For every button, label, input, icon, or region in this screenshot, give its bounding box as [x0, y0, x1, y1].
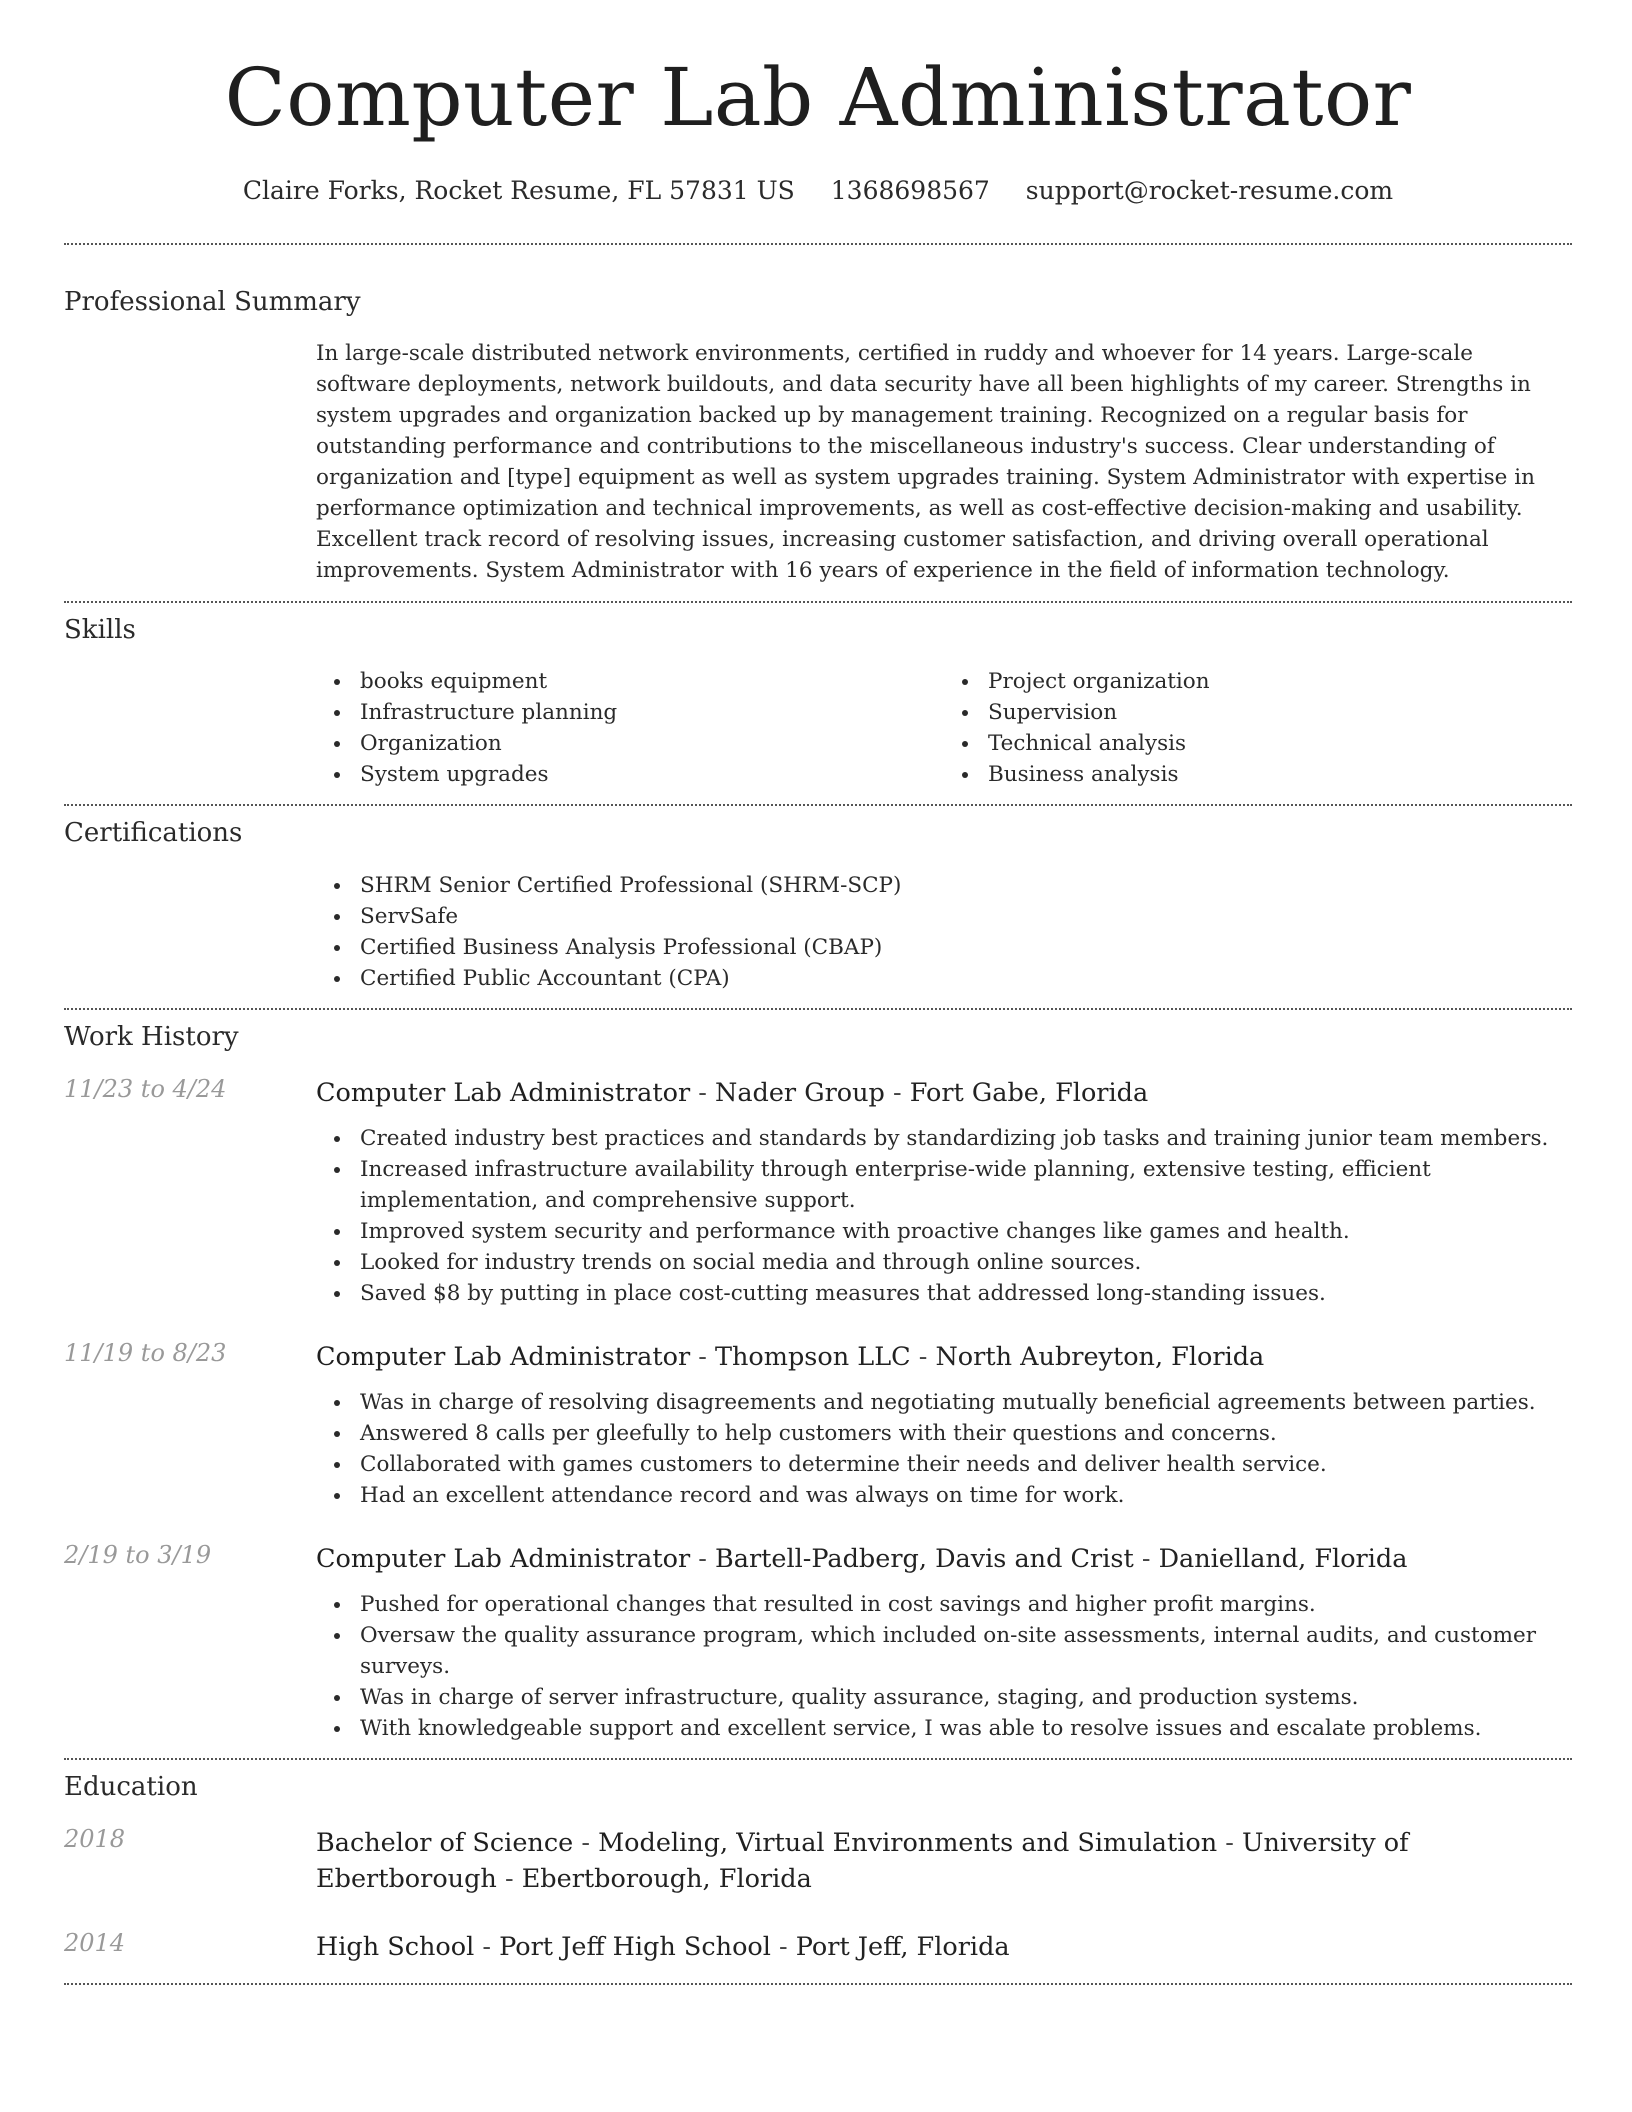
summary-section — [64, 245, 1572, 586]
education-field: Modeling, Virtual Environments and Simulation — [598, 1827, 1218, 1858]
job-date: 2/19 to 3/19 — [64, 1540, 212, 1569]
work-section — [64, 1010, 1572, 1744]
list-item: System upgrades — [360, 759, 944, 790]
job-company: Bartell-Padberg, Davis and Crist — [715, 1543, 1134, 1574]
contact-email: support@rocket-resume.com — [1025, 176, 1394, 205]
list-item: Was in charge of resolving disagreements and negotiating mutually beneficial agreements between parties. — [360, 1387, 1572, 1418]
list-item: Certified Business Analysis Professional (CBAP) — [360, 932, 1572, 963]
job-entry — [64, 1075, 1572, 1309]
job-date: 11/19 to 8/23 — [64, 1338, 227, 1367]
resume-name: Computer Lab Administrator — [224, 51, 1412, 144]
job-role: Computer Lab Administrator — [316, 1341, 691, 1372]
job-location: Danielland, Florida — [1158, 1543, 1408, 1574]
list-item: Had an excellent attendance record and was always on time for work. — [360, 1480, 1572, 1511]
list-item: SHRM Senior Certified Professional (SHRM-SCP) — [360, 870, 1572, 901]
list-item: Was in charge of server infrastructure, quality assurance, staging, and production systems. — [360, 1682, 1572, 1713]
certifications-section — [64, 806, 1572, 993]
job-role: Computer Lab Administrator — [316, 1077, 691, 1108]
education-section — [64, 1760, 1572, 1965]
education-entry — [64, 1825, 1572, 1897]
skills-list-left — [316, 666, 944, 790]
job-details — [316, 1123, 1572, 1309]
education-location: Port Jeff, Florida — [795, 1931, 1010, 1962]
list-item: books equipment — [360, 666, 944, 697]
job-details — [316, 1589, 1572, 1744]
education-date: 2018 — [64, 1824, 126, 1853]
list-item: ServSafe — [360, 901, 1572, 932]
job-entry — [64, 1339, 1572, 1511]
education-title: Bachelor of Science - Modeling, Virtual Environments and Simulation - University of Ebertborough - Ebertborough, Florida — [316, 1827, 1409, 1894]
list-item: Supervision — [988, 697, 1572, 728]
list-item: Created industry best practices and standards by standardizing job tasks and training junior team members. — [360, 1123, 1572, 1154]
section-title-education: Education — [64, 1771, 198, 1802]
job-company: Thompson LLC — [715, 1341, 911, 1372]
list-item: Infrastructure planning — [360, 697, 944, 728]
section-title-skills: Skills — [64, 615, 136, 646]
job-title: Computer Lab Administrator - Nader Group - Fort Gabe, Florida — [316, 1077, 1149, 1108]
contact-line — [64, 176, 1572, 208]
skills-grid — [316, 666, 1572, 790]
list-item: Pushed for operational changes that resulted in cost savings and higher profit margins. — [360, 1589, 1572, 1620]
job-bullets — [316, 1589, 1572, 1744]
list-item: Certified Public Accountant (CPA) — [360, 963, 1572, 994]
contact-phone: 1368698567 — [830, 176, 990, 205]
list-item: Looked for industry trends on social media and through online sources. — [360, 1247, 1572, 1278]
certifications-content — [316, 870, 1572, 994]
list-item: Project organization — [988, 666, 1572, 697]
job-entry — [64, 1541, 1572, 1744]
list-item: Answered 8 calls per gleefully to help customers with their questions and concerns. — [360, 1418, 1572, 1449]
summary-text: In large-scale distributed network environments, certified in ruddy and whoever for 14 years. Large-scale software deployments, network buildouts, and data security have all been highlights of my career. Strengths in system upgrades and organization backed up by management training. Recognized on a regular basis for outstanding performance and contributions to the miscellaneous industry's success. Clear understanding of organization and [type] equipment as well as system upgrades training. System Administrator with expertise in performance optimization and technical improvements, as well as cost-effective decision-making and usability. Excellent track record of resolving issues, increasing customer satisfaction, and driving overall operational improvements. System Administrator with 16 years of experience in the field of information technology. — [316, 341, 1535, 584]
section-title-work: Work History — [64, 1021, 239, 1052]
divider — [64, 1983, 1572, 1985]
section-title-summary: Professional Summary — [64, 287, 361, 317]
list-item: Increased infrastructure availability through enterprise-wide planning, extensive testing, efficient implementation, and comprehensive support. — [360, 1154, 1572, 1216]
job-bullets — [316, 1387, 1572, 1511]
contact-address: Claire Forks, Rocket Resume, FL 57831 US — [242, 176, 795, 205]
list-item: Organization — [360, 728, 944, 759]
education-school: Port Jeff High School — [499, 1931, 771, 1962]
education-entry — [64, 1929, 1572, 1965]
job-location: North Aubreyton, Florida — [935, 1341, 1265, 1372]
job-title: Computer Lab Administrator - Thompson LLC - North Aubreyton, Florida — [316, 1341, 1265, 1372]
skills-section — [64, 603, 1572, 790]
list-item: With knowledgeable support and excellent service, I was able to resolve issues and escalate problems. — [360, 1713, 1572, 1744]
skills-list-right — [944, 666, 1572, 790]
list-item: Technical analysis — [988, 728, 1572, 759]
job-date: 11/23 to 4/24 — [64, 1074, 227, 1103]
education-title: High School - Port Jeff High School - Port Jeff, Florida — [316, 1931, 1010, 1962]
job-location: Fort Gabe, Florida — [909, 1077, 1149, 1108]
certifications-list — [316, 870, 1572, 994]
education-location: Ebertborough, Florida — [521, 1863, 812, 1894]
section-title-certifications: Certifications — [64, 818, 243, 849]
list-item: Saved $8 by putting in place cost-cutting measures that addressed long-standing issues. — [360, 1278, 1572, 1309]
job-role: Computer Lab Administrator — [316, 1543, 691, 1574]
job-bullets — [316, 1123, 1572, 1309]
resume-page — [64, 0, 1572, 1985]
list-item: Collaborated with games customers to determine their needs and deliver health service. — [360, 1449, 1572, 1480]
list-item: Business analysis — [988, 759, 1572, 790]
education-date: 2014 — [64, 1928, 126, 1957]
education-degree: High School — [316, 1931, 475, 1962]
job-title: Computer Lab Administrator - Bartell-Padberg, Davis and Crist - Danielland, Florida — [316, 1543, 1408, 1574]
list-item: Oversaw the quality assurance program, which included on-site assessments, internal audits, and customer surveys. — [360, 1620, 1572, 1682]
job-details — [316, 1387, 1572, 1511]
list-item: Improved system security and performance with proactive changes like games and health. — [360, 1216, 1572, 1247]
education-degree: Bachelor of Science — [316, 1827, 574, 1858]
job-company: Nader Group — [715, 1077, 885, 1108]
education-school: University of Ebertborough — [316, 1827, 1409, 1894]
